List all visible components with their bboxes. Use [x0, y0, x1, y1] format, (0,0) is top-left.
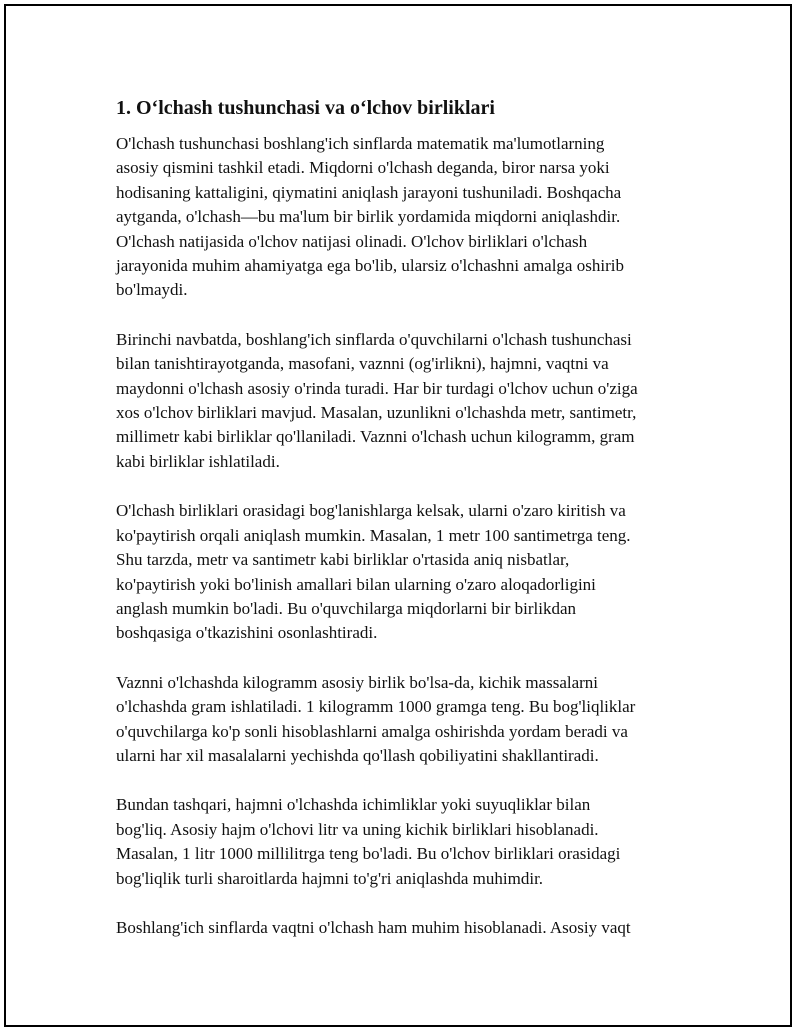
paragraph-3 [116, 499, 698, 645]
text-line: aytganda, o'lchash—bu ma'lum bir birlik yordamida miqdorni aniqlashdir. [116, 207, 621, 227]
text-line: xos o'lchov birliklari mavjud. Masalan, uzunlikni o'lchashda metr, santimetr, [116, 403, 637, 423]
text-line: bilan tanishtirayotganda, masofani, vaznni (og'irlikni), hajmni, vaqtni va [116, 354, 609, 374]
text-line: o'lchashda gram ishlatiladi. 1 kilogramm 1000 gramga teng. Bu bog'liqliklar [116, 697, 636, 717]
text-line: millimetr kabi birliklar qo'llaniladi. Vaznni o'lchash uchun kilogramm, gram [116, 427, 635, 447]
text-line: ko'paytirish orqali aniqlash mumkin. Masalan, 1 metr 100 santimetrga teng. [116, 525, 631, 545]
paragraph-1 [116, 132, 698, 303]
text-line: Vaznni o'lchashda kilogramm asosiy birlik bo'lsa-da, kichik massalarni [116, 672, 599, 692]
text-line: hodisaning kattaligini, qiymatini aniqlash jarayoni tushuniladi. Boshqacha [116, 182, 622, 202]
paragraph-4 [116, 671, 698, 769]
text-line: bo'lmaydi. [116, 280, 188, 300]
paragraph-2 [116, 328, 698, 474]
section-title: 1. O‘lchash tushunchasi va o‘lchov birliklari [116, 97, 495, 119]
paragraph-6 [116, 916, 698, 940]
text-line: ko'paytirish yoki bo'linish amallari bilan ularning o'zaro aloqadorligini [116, 574, 596, 594]
text-line: asosiy qismini tashkil etadi. Miqdorni o'lchash deganda, biror narsa yoki [116, 158, 610, 178]
text-line: Shu tarzda, metr va santimetr kabi birliklar o'rtasida aniq nisbatlar, [116, 550, 570, 570]
document-content [116, 93, 698, 965]
paragraph-5 [116, 793, 698, 891]
text-line: bog'liqlik turli sharoitlarda hajmni to'g'ri aniqlashda muhimdir. [116, 868, 544, 888]
text-line: anglash mumkin bo'ladi. Bu o'quvchilarga miqdorlarni bir birlikdan [116, 598, 577, 618]
text-line: Masalan, 1 litr 1000 millilitrga teng bo'ladi. Bu o'lchov birliklari orasidagi [116, 844, 621, 864]
text-line: maydonni o'lchash asosiy o'rinda turadi. Har bir turdagi o'lchov uchun o'ziga [116, 378, 638, 398]
text-line: O'lchash natijasida o'lchov natijasi olinadi. O'lchov birliklari o'lchash [116, 231, 588, 251]
text-line: Bundan tashqari, hajmni o'lchashda ichimliklar yoki suyuqliklar bilan [116, 795, 591, 815]
text-line: boshqasiga o'tkazishini osonlashtiradi. [116, 623, 378, 643]
text-line: o'quvchilarga ko'p sonli hisoblashlarni amalga oshirishda yordam beradi va [116, 721, 628, 741]
text-line: jarayonida muhim ahamiyatga ega bo'lib, ularsiz o'lchashni amalga oshirib [116, 256, 624, 276]
text-line: ularni har xil masalalarni yechishda qo'llash qobiliyatini shakllantiradi. [116, 745, 599, 765]
text-line: O'lchash birliklari orasidagi bog'lanishlarga kelsak, ularni o'zaro kiritish va [116, 501, 626, 521]
text-line: bog'liq. Asosiy hajm o'lchovi litr va uning kichik birliklari hisoblanadi. [116, 819, 599, 839]
text-line: Birinchi navbatda, boshlang'ich sinflarda o'quvchilarni o'lchash tushunchasi [116, 329, 632, 349]
text-line: Boshlang'ich sinflarda vaqtni o'lchash ham muhim hisoblanadi. Asosiy vaqt [116, 917, 631, 937]
text-line: O'lchash tushunchasi boshlang'ich sinflarda matematik ma'lumotlarning [116, 134, 605, 153]
text-line: kabi birliklar ishlatiladi. [116, 451, 280, 471]
